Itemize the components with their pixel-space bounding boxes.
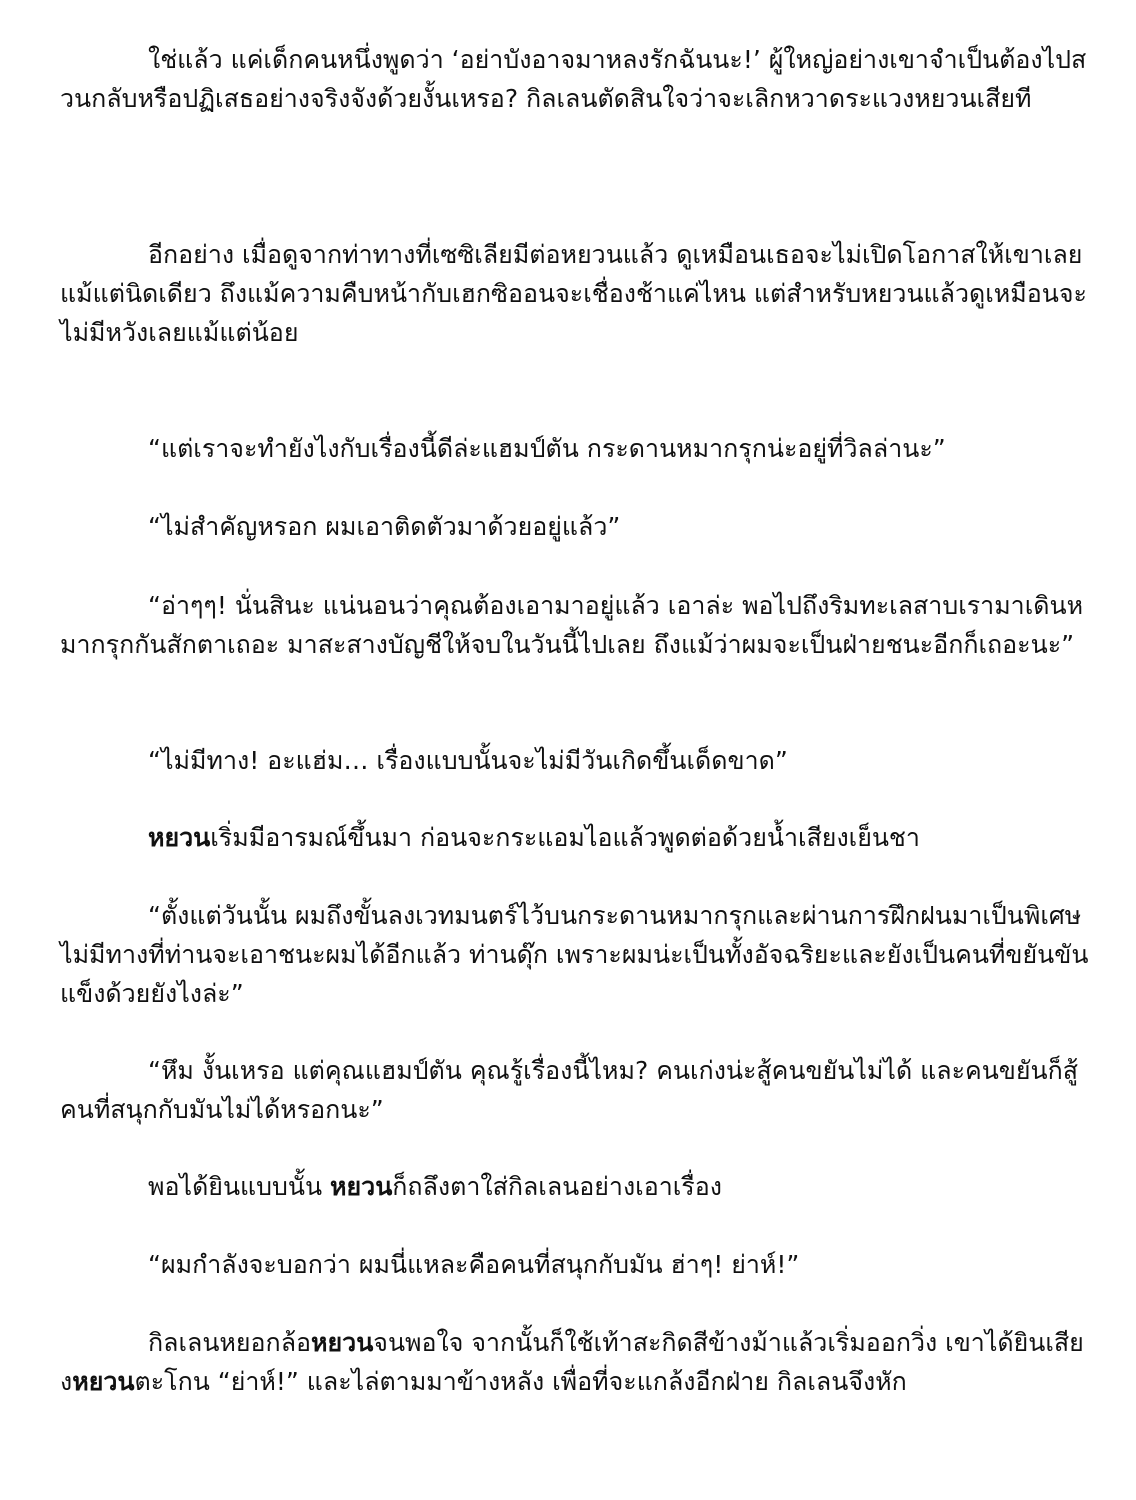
paragraph-12-text-a: กิลเลนหยอกล้อ xyxy=(148,1328,312,1357)
paragraph-6-text: “ไม่มีทาง! อะแฮ่ม… เรื่องแบบนั้นจะไม่มีวันเกิดขึ้นเด็ดขาด” xyxy=(148,746,788,775)
paragraph-10-text-a: พอได้ยินแบบนั้น xyxy=(148,1172,331,1201)
paragraph-1-text: ใช่แล้ว แค่เด็กคนหนึ่งพูดว่า ‘อย่าบังอาจมาหลงรักฉันนะ!’ ผู้ใหญ่อย่างเขาจำเป็นต้องไปสวนกลับหรือปฏิเสธอย่างจริงจังด้วยงั้นเหรอ? กิลเลนตัดสินใจว่าจะเลิกหวาดระแวงหยวนเสียที xyxy=(60,45,1087,113)
paragraph-8-text: “ตั้งแต่วันนั้น ผมถึงขั้นลงเวทมนตร์ไว้บนกระดานหมากรุกและผ่านการฝึกฝนมาเป็นพิเศษ ไม่มีทางที่ท่านจะเอาชนะผมได้อีกแล้ว ท่านดุ๊ก เพราะผมน่ะเป็นทั้งอัจฉริยะและยังเป็นคนที่ขยันขันแข็งด้วยยังไงล่ะ” xyxy=(60,901,1089,1008)
character-name-yuan: หยวน xyxy=(72,1367,135,1396)
paragraph-12 xyxy=(60,1323,1090,1401)
character-name-yuan: หยวน xyxy=(330,1172,393,1201)
paragraph-4-text: “ไม่สำคัญหรอก ผมเอาติดตัวมาด้วยอยู่แล้ว” xyxy=(148,512,621,541)
paragraph-3-text: “แต่เราจะทำยังไงกับเรื่องนี้ดีล่ะแฮมป์ตัน กระดานหมากรุกน่ะอยู่ที่วิลล่านะ” xyxy=(148,434,946,463)
paragraph-10-text-b: ก็ถลึงตาใส่กิลเลนอย่างเอาเรื่อง xyxy=(392,1172,722,1201)
paragraph-12-text-c: ตะโกน “ย่าห์!” และไล่ตามมาข้างหลัง เพื่อที่จะแกล้งอีกฝ่าย กิลเลนจึงหัก xyxy=(134,1367,907,1396)
paragraph-2 xyxy=(60,235,1090,352)
paragraph-5-text: “อ่าๆๆ! นั่นสินะ แน่นอนว่าคุณต้องเอามาอยู่แล้ว เอาล่ะ พอไปถึงริมทะเลสาบเรามาเดินหมากรุกกันสักตาเถอะ มาสะสางบัญชีให้จบในวันนี้ไปเลย ถึงแม้ว่าผมจะเป็นฝ่ายชนะอีกก็เถอะนะ” xyxy=(60,591,1084,659)
paragraph-11-text: “ผมกำลังจะบอกว่า ผมนี่แหละคือคนที่สนุกกับมัน ฮ่าๆ! ย่าห์!” xyxy=(148,1250,800,1279)
paragraph-1 xyxy=(60,40,1090,118)
character-name-yuan: หยวน xyxy=(148,823,211,852)
character-name-yuan: หยวน xyxy=(311,1328,374,1357)
paragraph-5 xyxy=(60,586,1090,664)
paragraph-12-text-b: จนพอใจ จากนั้นก็ใช้เท้าสะกิดสีข้างม้าแล้วเริ่มออกวิ่ง เขาได้ยินเสียง xyxy=(60,1328,1084,1396)
paragraph-8 xyxy=(60,896,1090,1013)
paragraph-7-text: เริ่มมีอารมณ์ขึ้นมา ก่อนจะกระแอมไอแล้วพูดต่อด้วยน้ำเสียงเย็นชา xyxy=(210,823,920,852)
paragraph-7 xyxy=(60,818,1090,857)
paragraph-11 xyxy=(60,1245,1090,1284)
paragraph-9-text: “หึม งั้นเหรอ แต่คุณแฮมป์ตัน คุณรู้เรื่องนี้ไหม? คนเก่งน่ะสู้คนขยันไม่ได้ และคนขยันก็สู้คนที่สนุกกับมันไม่ได้หรอกนะ” xyxy=(60,1056,1079,1124)
paragraph-9 xyxy=(60,1051,1090,1129)
paragraph-4 xyxy=(60,507,1090,546)
paragraph-6 xyxy=(60,741,1090,780)
paragraph-3 xyxy=(60,429,1090,468)
paragraph-10 xyxy=(60,1167,1090,1206)
paragraph-2-text: อีกอย่าง เมื่อดูจากท่าทางที่เซซิเลียมีต่อหยวนแล้ว ดูเหมือนเธอจะไม่เปิดโอกาสให้เขาเลยแม้แต่นิดเดียว ถึงแม้ความคืบหน้ากับเฮกซิออนจะเชื่องช้าแค่ไหน แต่สำหรับหยวนแล้วดูเหมือนจะไม่มีหวังเลยแม้แต่น้อย xyxy=(60,240,1087,347)
